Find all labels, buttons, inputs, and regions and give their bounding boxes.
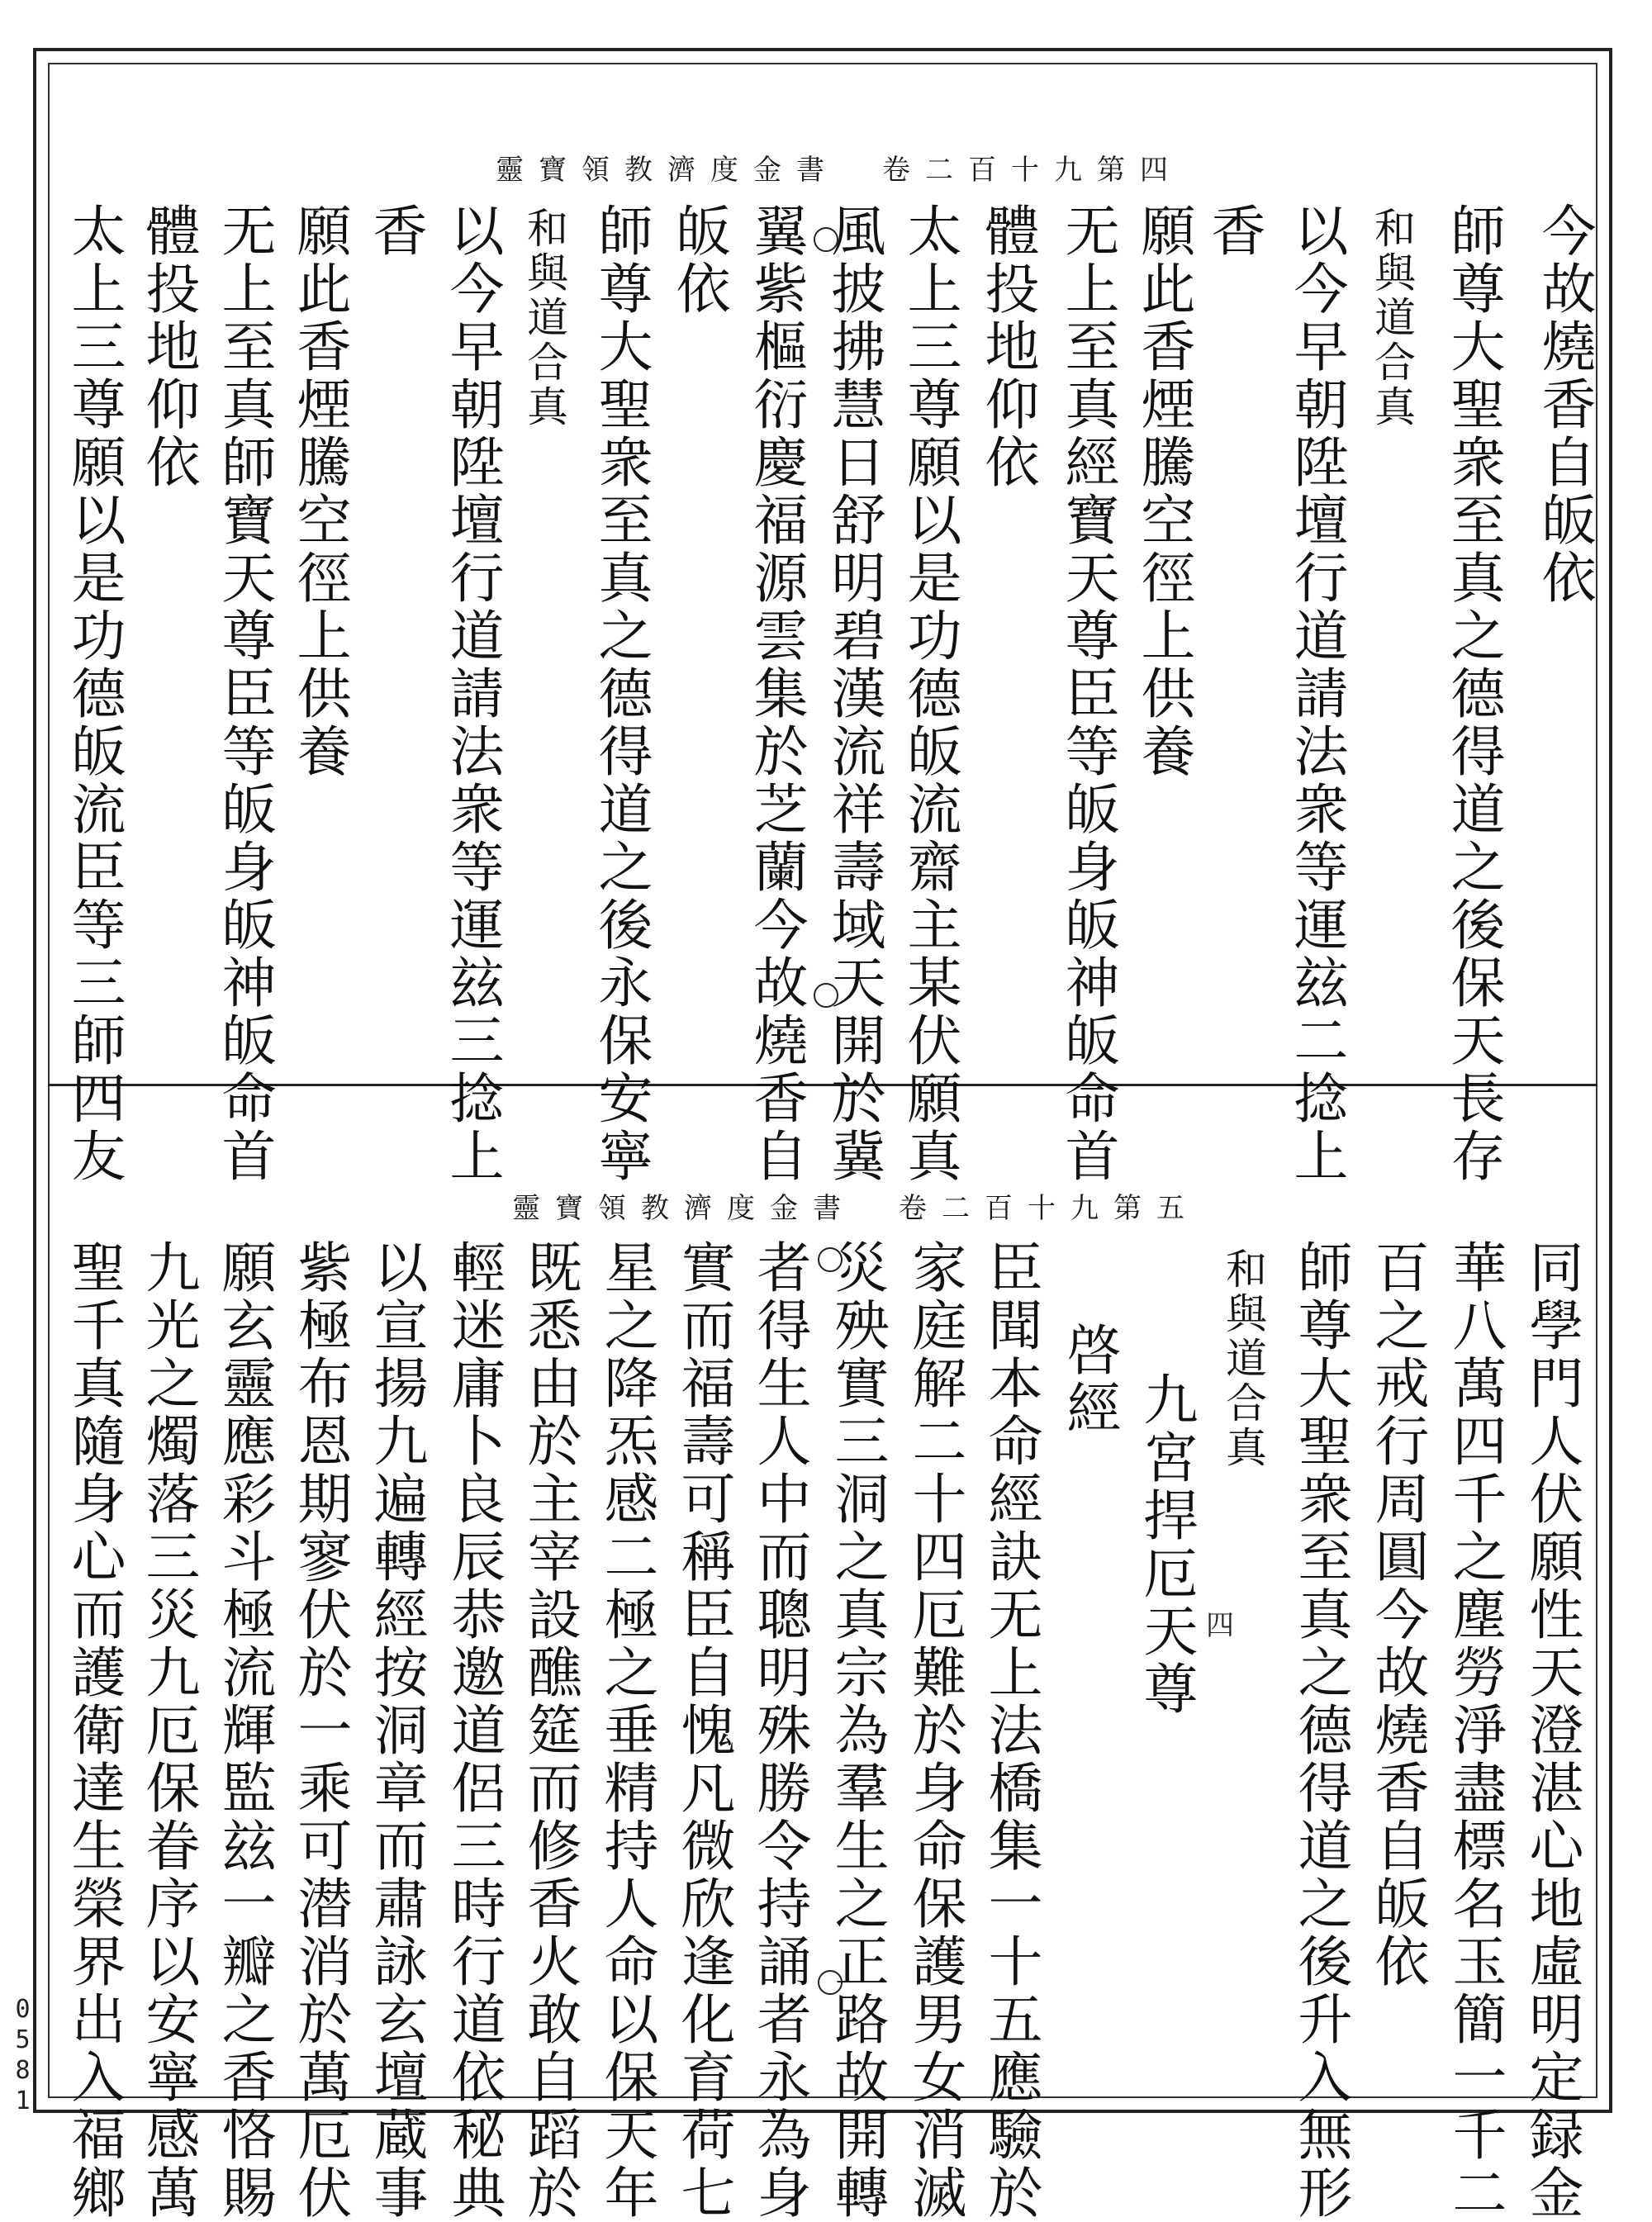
section-circle-mark: [814, 227, 838, 252]
top-text-column: 无上至真師寶天尊臣等皈身皈神皈命首: [212, 202, 276, 1185]
top-text-column: 以今早朝陞壇行道請法衆等運玆二捻上: [1284, 202, 1348, 1185]
bottom-text-column: 百之戒行周圓今故燒香自皈依: [1365, 1239, 1429, 1991]
section-circle-mark: [818, 1970, 843, 1995]
top-page-header: 靈寶領教濟度金書 卷二百十九第四: [496, 154, 1183, 187]
bottom-text-column: 紫極布恩期寥伏於一乘可潜消於萬厄伏: [288, 1239, 352, 2222]
side-page-number: 0581: [8, 1995, 37, 2117]
top-text-column: 太上三尊願以是功德皈流齋主某伏願真: [898, 202, 961, 1185]
section-circle-mark: [818, 1247, 843, 1272]
top-text-column: 无上至真經寶天尊臣等皈身皈神皈命首: [1056, 202, 1119, 1185]
bottom-text-column: 華八萬四千之塵勞淨盡標名玉簡一千二: [1443, 1239, 1507, 2222]
top-text-column: 香: [1202, 202, 1265, 260]
top-text-column: 以今早朝陞壇行道請法衆等運玆三捻上: [440, 202, 504, 1185]
top-text-column: 願此香煙騰空徑上供養: [287, 202, 351, 781]
bottom-text-column: 家庭解二十四厄難於身命保護男女消滅: [903, 1239, 966, 2222]
bottom-text-column: 以宣揚九遍轉經按洞章而肅詠玄壇蔵事: [364, 1239, 428, 2222]
top-text-column: 和與道合真: [1368, 207, 1416, 430]
bottom-text-column: 既悉由於主宰設醮筵而修香火敢自蹈於: [518, 1239, 582, 2222]
bottom-text-column: 九光之燭落三災九厄保眷序以安寧感萬: [136, 1239, 200, 2222]
bottom-text-column: 和與道合真: [1219, 1247, 1267, 1470]
top-text-column: 皈依: [667, 202, 730, 318]
bottom-page-header: 靈寶領教濟度金書 卷二百十九第五: [512, 1192, 1199, 1225]
bottom-text-column: 聖千真隨身心而護衛達生榮界出入福鄉: [62, 1239, 126, 2222]
bottom-text-column: 星之降炁感二極之垂精持人命以保天年: [595, 1239, 658, 2222]
bottom-text-column: 九宮捍厄天尊: [1134, 1371, 1198, 1718]
top-text-column: 和與道合真: [520, 207, 568, 430]
top-text-column: 體投地仰依: [976, 202, 1039, 491]
top-text-column: 師尊大聖衆至真之德得道之後保天長存: [1441, 202, 1505, 1185]
bottom-text-column: 災殃實三洞之真宗為羣生之正路故開轉: [825, 1239, 889, 2222]
bottom-text-column: 啓經: [1057, 1322, 1121, 1437]
bottom-text-column: 實而福壽可稱臣自愧凡微欣逢化育荷七: [672, 1239, 735, 2222]
bottom-text-column: 臣聞本命經訣无上法橋集一十五應驗於: [979, 1239, 1042, 2222]
bottom-text-column: 輕迷庸卜良辰恭邀道侶三時行道依秘典: [442, 1239, 506, 2222]
top-text-column: 師尊大聖衆至真之德得道之後永保安寧: [589, 202, 653, 1185]
top-text-column: 願此香煙騰空徑上供養: [1132, 202, 1195, 781]
top-text-column: 體投地仰依: [136, 202, 200, 491]
top-text-column: 香: [363, 202, 427, 260]
bottom-text-column: 者得生人中而聰明殊勝令持誦者永為身: [748, 1239, 811, 2222]
page-mark: 四: [1206, 1609, 1234, 1642]
top-text-column: 今故燒香自皈依: [1532, 202, 1596, 607]
top-text-column: 太上三尊願以是功德皈流臣等三師四友: [62, 202, 126, 1185]
section-circle-mark: [814, 983, 838, 1008]
top-text-column: 風披拂慧日舒明碧漢流祥壽域天開於冀: [822, 202, 885, 1185]
bottom-text-column: 同學門人伏願性天澄湛心地虛明定録金: [1520, 1239, 1583, 2222]
bottom-text-column: 師尊大聖衆至真之德得道之後升入無形: [1289, 1239, 1352, 2222]
top-text-column: 翼紫樞衍慶福源雲集於芝蘭今故燒香自: [744, 202, 808, 1185]
bottom-text-column: 願玄靈應彩斗極流輝監玆一瓣之香恪賜: [212, 1239, 276, 2222]
